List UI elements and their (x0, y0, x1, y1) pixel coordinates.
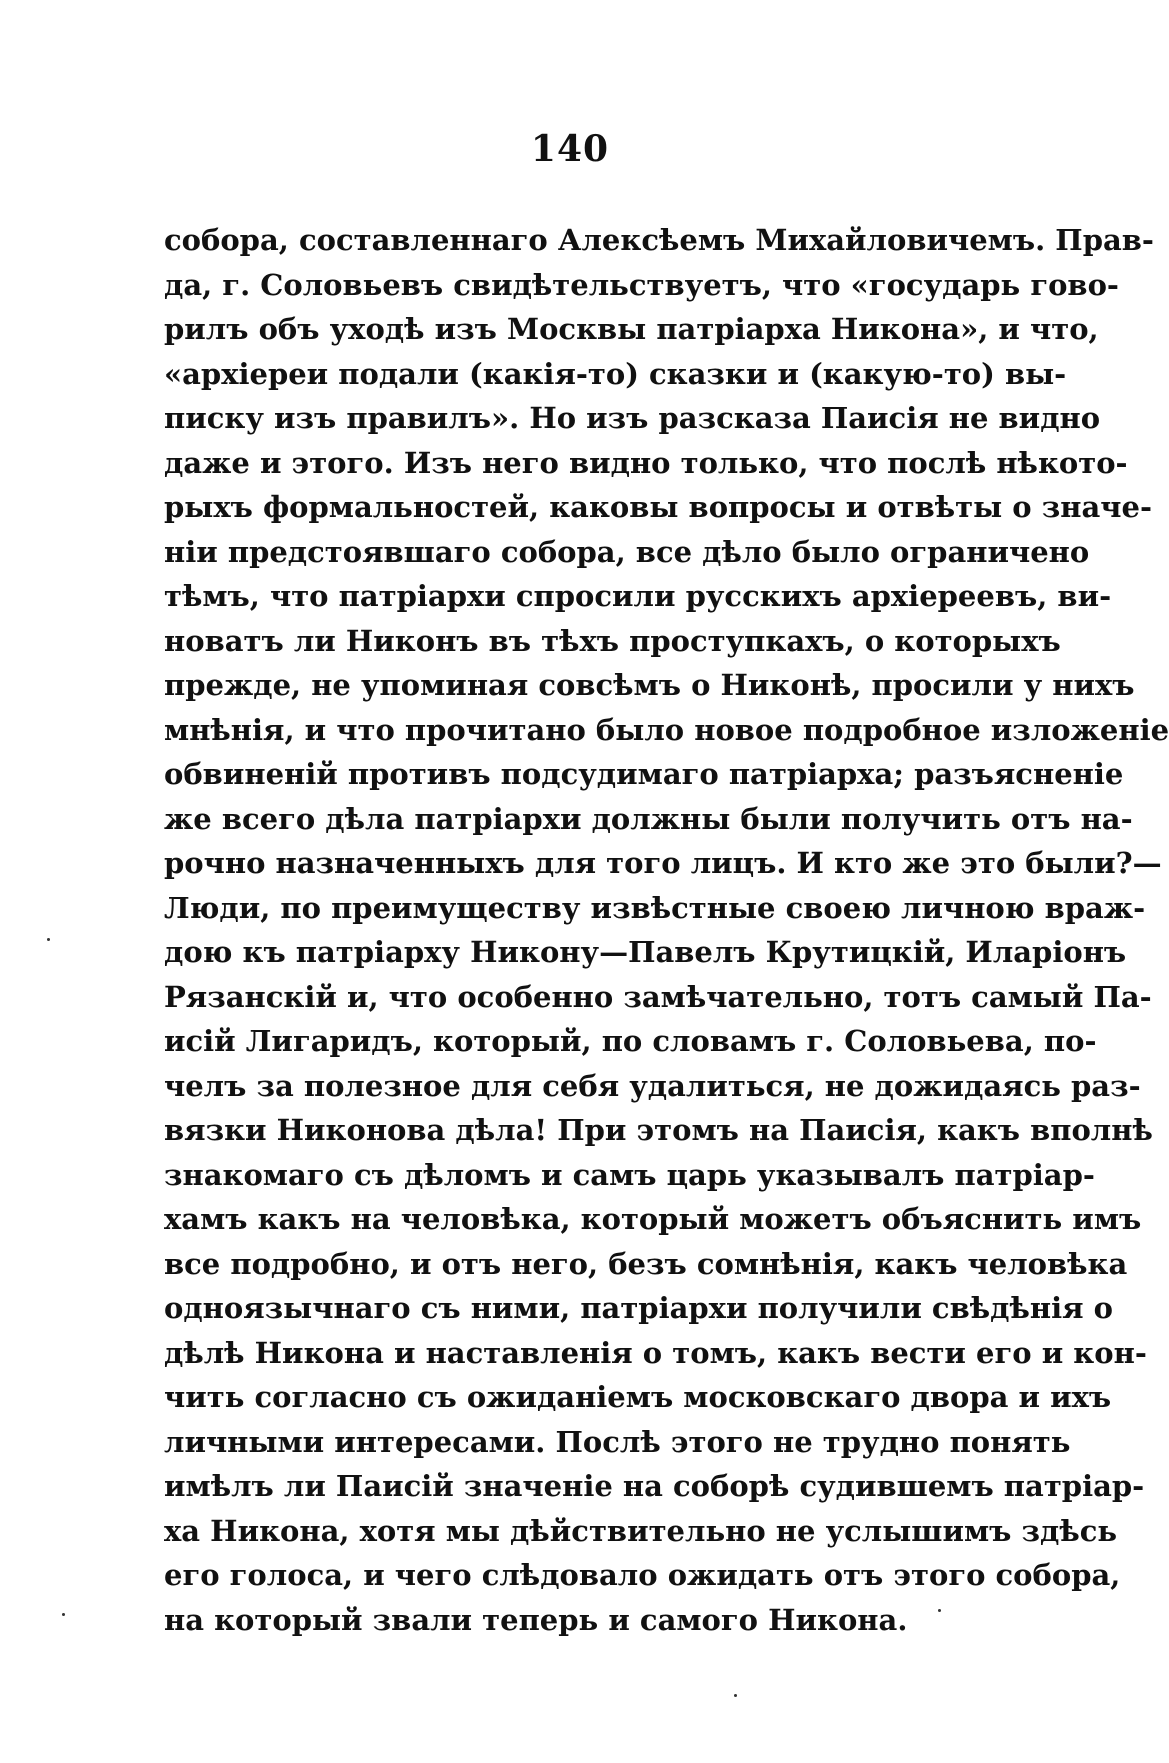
print-speck (734, 1694, 737, 1697)
text-line: писку изъ правилъ». Но изъ разсказа Паисія не видно (164, 401, 1101, 435)
text-line: же всего дѣла патріархи должны были получить отъ на- (164, 801, 1133, 836)
page-number: 140 (530, 128, 610, 170)
text-line: ха Никона, хотя мы дѣйствительно не услышимъ здѣсь (164, 1513, 1118, 1548)
text-line: «архіереи подали (какія-то) сказки и (какую-то) вы- (164, 356, 1067, 391)
text-line: хамъ какъ на человѣка, который можетъ объяснить имъ (164, 1202, 1142, 1236)
text-line: дою къ патріарху Никону—Павелъ Крутицкій, Иларіонъ (164, 935, 1127, 969)
text-line: прежде, не упоминая совсѣмъ о Никонѣ, просили у нихъ (164, 668, 1135, 702)
text-line: Рязанскій и, что особенно замѣчательно, тотъ самый Па- (164, 979, 1152, 1014)
text-line: да, г. Соловьевъ свидѣтельствуетъ, что «государь гово- (164, 267, 1119, 302)
text-line: рочно назначенныхъ для того лицъ. И кто же это были?— (164, 846, 1162, 880)
text-line: даже и этого. Изъ него видно только, что послѣ нѣкото- (164, 445, 1128, 480)
print-speck (62, 1613, 65, 1616)
text-line: его голоса, и чего слѣдовало ожидать отъ этого собора, (164, 1558, 1121, 1592)
text-line: Люди, по преимуществу извѣстные своею личною враж- (164, 890, 1146, 925)
text-line: челъ за полезное для себя удалиться, не дожидаясь раз- (164, 1068, 1141, 1103)
body-text (164, 218, 1169, 1642)
text-line-last: на который звали теперь и самого Никона. (164, 1602, 908, 1637)
text-line: рыхъ формальностей, каковы вопросы и отвѣты о значе- (164, 490, 1152, 524)
text-line: дѣлѣ Никона и наставленія о томъ, какъ вести его и кон- (164, 1335, 1147, 1370)
text-line: тѣмъ, что патріархи спросили русскихъ архіереевъ, ви- (164, 579, 1112, 613)
text-line: имѣлъ ли Паисій значеніе на соборѣ судившемъ патріар- (164, 1469, 1145, 1503)
text-line: обвиненій противъ подсудимаго патріарха; разъясненіе (164, 757, 1124, 791)
text-line: мнѣнія, и что прочитано было новое подробное изложеніе (164, 712, 1169, 747)
text-line: исій Лигаридъ, который, по словамъ г. Соловьева, по- (164, 1024, 1097, 1058)
text-line: личными интересами. Послѣ этого не трудно понять (164, 1424, 1071, 1459)
text-line: одноязычнаго съ ними, патріархи получили свѣдѣнія о (164, 1291, 1113, 1325)
print-speck (47, 938, 50, 941)
text-line: вязки Никонова дѣла! При этомъ на Паисія, какъ вполнѣ (164, 1113, 1153, 1147)
text-line: ніи предстоявшаго собора, все дѣло было ограничено (164, 534, 1090, 569)
text-line: рилъ объ уходѣ изъ Москвы патріарха Никона», и что, (164, 312, 1099, 346)
text-line: знакомаго съ дѣломъ и самъ царь указывалъ патріар- (164, 1157, 1095, 1192)
text-line: новатъ ли Никонъ въ тѣхъ проступкахъ, о которыхъ (164, 623, 1061, 658)
text-line: чить согласно съ ожиданіемъ московскаго двора и ихъ (164, 1380, 1112, 1414)
text-line: все подробно, и отъ него, безъ сомнѣнія, какъ человѣка (164, 1246, 1128, 1281)
print-speck (938, 1609, 941, 1612)
text-line: собора, составленнаго Алексѣемъ Михайловичемъ. Прав- (164, 223, 1154, 257)
